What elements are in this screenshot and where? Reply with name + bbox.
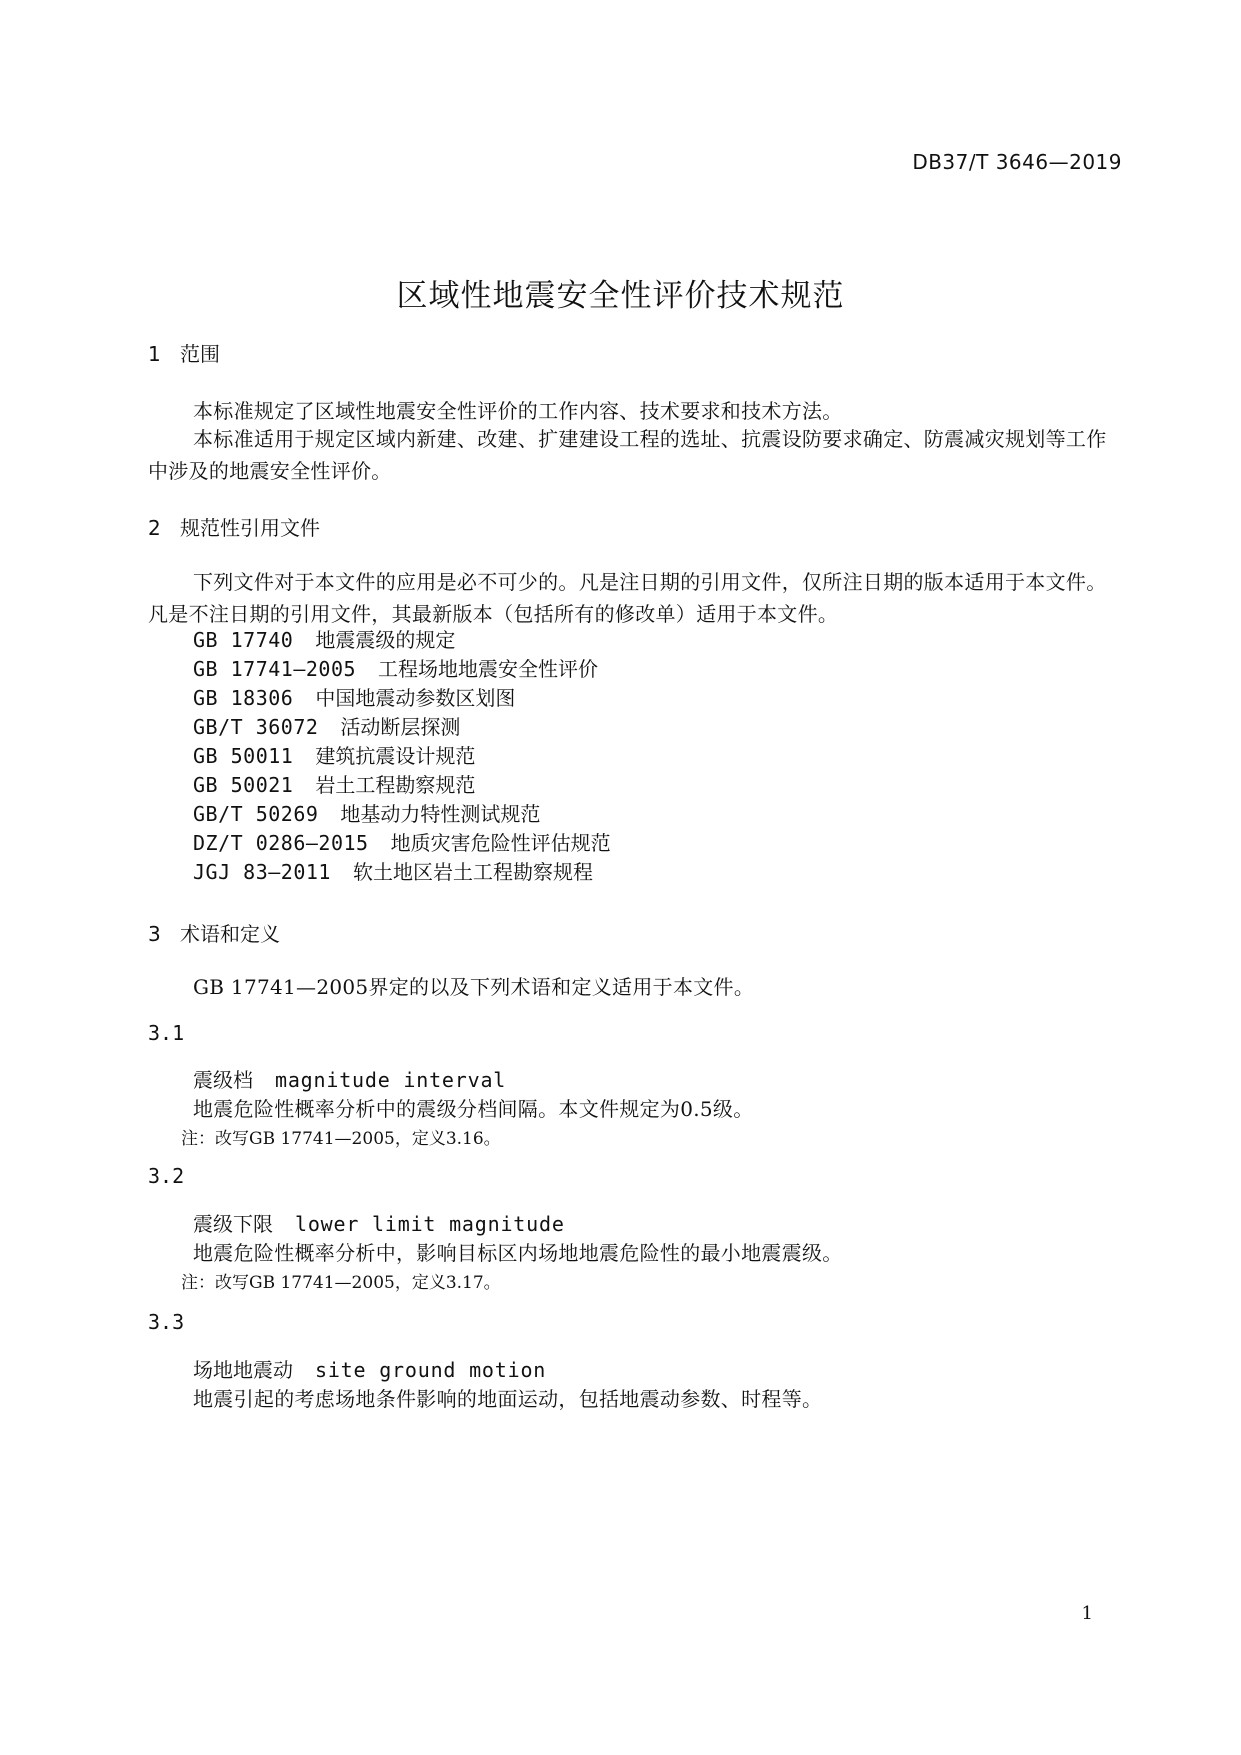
reference-item xyxy=(193,856,593,889)
paragraph: GB 17741—2005界定的以及下列术语和定义适用于本文件。 xyxy=(193,975,755,999)
term-en: magnitude interval xyxy=(275,1068,507,1092)
section-heading-3 xyxy=(148,918,280,947)
section-heading-2 xyxy=(148,512,320,541)
term-cn: 震级下限 xyxy=(193,1212,273,1236)
term-entry xyxy=(193,1064,506,1093)
reference-title: 活动断层探测 xyxy=(340,715,461,739)
section-title: 术语和定义 xyxy=(180,922,280,946)
reference-title: 建筑抗震设计规范 xyxy=(315,744,476,768)
reference-title: 软土地区岩土工程勘察规程 xyxy=(352,860,593,884)
reference-code: GB 17741—2005 xyxy=(193,657,357,681)
reference-code: DZ/T 0286—2015 xyxy=(193,831,369,855)
clause-number: 3.3 xyxy=(148,1310,185,1334)
paragraph: 下列文件对于本文件的应用是必不可少的。凡是注日期的引用文件，仅所注日期的版本适用于本文件。凡是不注日期的引用文件，其最新版本（包括所有的修改单）适用于本文件。 xyxy=(148,570,1107,626)
reference-code: JGJ 83—2011 xyxy=(193,860,331,884)
term-cn: 场地地震动 xyxy=(193,1358,293,1382)
document-number: DB37/T 3646—2019 xyxy=(912,150,1122,174)
section-number: 1 xyxy=(148,342,161,366)
section-number: 2 xyxy=(148,516,161,540)
reference-title: 岩土工程勘察规范 xyxy=(315,773,476,797)
reference-title: 地基动力特性测试规范 xyxy=(340,802,541,826)
term-definition: 地震危险性概率分析中，影响目标区内场地地震危险性的最小地震震级。 xyxy=(193,1241,843,1265)
term-note: 注：改写GB 17741—2005，定义3.17。 xyxy=(181,1273,501,1293)
reference-title: 地质灾害危险性评估规范 xyxy=(390,831,611,855)
clause-number: 3.1 xyxy=(148,1021,185,1045)
reference-title: 工程场地地震安全性评价 xyxy=(378,657,599,681)
term-definition: 地震引起的考虑场地条件影响的地面运动，包括地震动参数、时程等。 xyxy=(193,1387,823,1411)
section-title: 规范性引用文件 xyxy=(180,516,320,540)
reference-code: GB/T 50269 xyxy=(193,802,319,826)
term-en: lower limit magnitude xyxy=(295,1212,565,1236)
reference-code: GB/T 36072 xyxy=(193,715,319,739)
term-cn: 震级档 xyxy=(193,1068,253,1092)
clause-number: 3.2 xyxy=(148,1164,185,1188)
reference-title: 地震震级的规定 xyxy=(315,628,456,652)
document-title: 区域性地震安全性评价技术规范 xyxy=(396,278,845,314)
reference-code: GB 50021 xyxy=(193,773,294,797)
term-entry xyxy=(193,1208,565,1237)
paragraph: 本标准适用于规定区域内新建、改建、扩建建设工程的选址、抗震设防要求确定、防震减灾规划等工作中涉及的地震安全性评价。 xyxy=(148,427,1107,483)
page-number: 1 xyxy=(1081,1603,1093,1624)
reference-code: GB 17740 xyxy=(193,628,294,652)
section-number: 3 xyxy=(148,922,161,946)
section-heading-1 xyxy=(148,338,220,367)
term-en: site ground motion xyxy=(315,1358,547,1382)
section-title: 范围 xyxy=(180,342,220,366)
term-note: 注：改写GB 17741—2005，定义3.16。 xyxy=(181,1129,501,1149)
reference-code: GB 18306 xyxy=(193,686,294,710)
term-entry xyxy=(193,1354,546,1383)
reference-title: 中国地震动参数区划图 xyxy=(315,686,516,710)
paragraph: 本标准规定了区域性地震安全性评价的工作内容、技术要求和技术方法。 xyxy=(193,399,843,423)
term-definition: 地震危险性概率分析中的震级分档间隔。本文件规定为0.5级。 xyxy=(193,1097,754,1121)
reference-code: GB 50011 xyxy=(193,744,294,768)
